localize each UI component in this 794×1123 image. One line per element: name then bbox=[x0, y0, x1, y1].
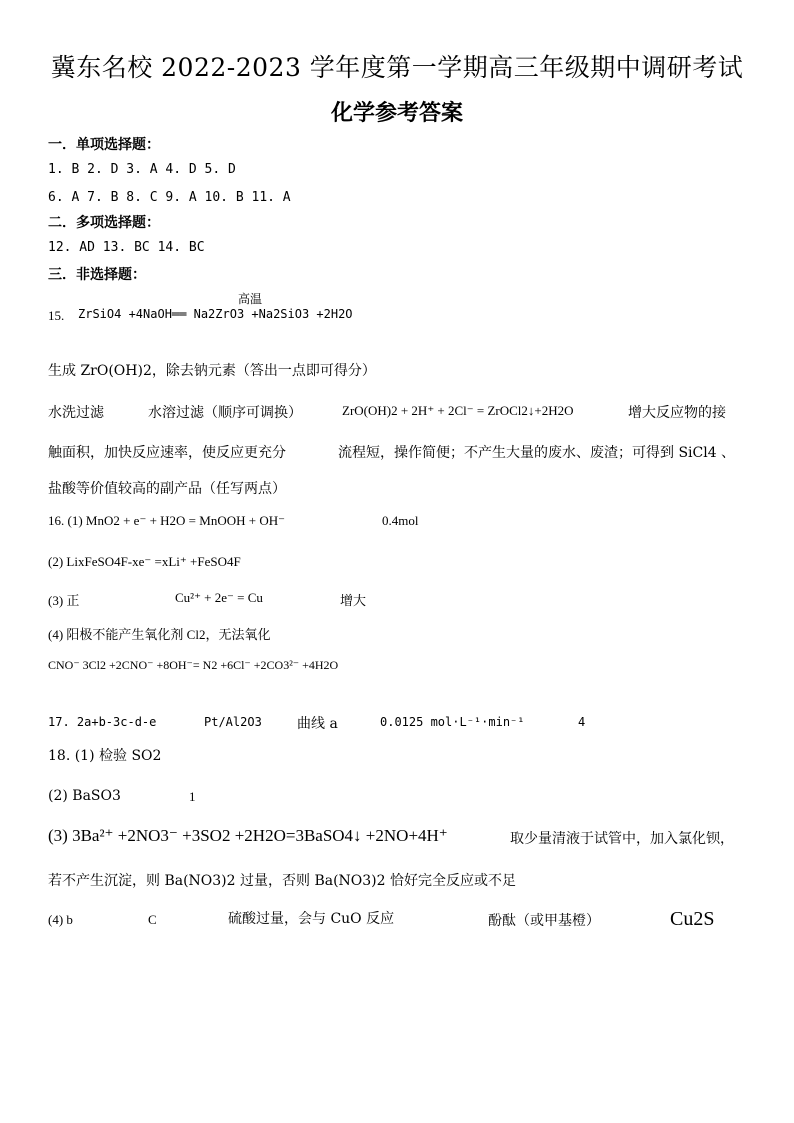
q15-condition: 高温 bbox=[238, 292, 263, 306]
q16-part-3c: 增大 bbox=[340, 593, 367, 608]
section-multi-choice: 二．多项选择题： bbox=[48, 215, 160, 231]
q18-part-3c: 若不产生沉淀，则 Ba(NO3)2 过量，否则 Ba(NO3)2 恰好完全反应或不足 bbox=[48, 873, 517, 889]
q15-equation: ZrSiO4 +4NaOH══ Na2ZrO3 +Na2SiO3 +2H2O bbox=[78, 307, 353, 321]
q18-part-3b: 取少量清液于试管中，加入氯化钡， bbox=[510, 831, 734, 847]
q17-c: 曲线 a bbox=[297, 716, 338, 732]
multi-answers-row-1: 12. AD 13. BC 14. BC bbox=[48, 240, 205, 255]
page-subtitle: 化学参考答案 bbox=[330, 100, 463, 126]
q15-line-3a: 水洗过滤 bbox=[48, 405, 104, 421]
section-non-choice: 三．非选择题： bbox=[48, 267, 146, 283]
page-title: 冀东名校 2022-2023 学年度第一学期高三年级期中调研考试 bbox=[50, 53, 744, 82]
q17-a: 17. 2a+b-3c-d-e bbox=[48, 715, 157, 729]
q17-b: Pt/Al2O3 bbox=[204, 715, 262, 729]
q16-part-3b: Cu²⁺ + 2e⁻ = Cu bbox=[175, 590, 263, 605]
q18-part-4c: 硫酸过量，会与 CuO 反应 bbox=[228, 911, 395, 927]
q16-part-4: (4) 阳极不能产生氧化剂 Cl2，无法氧化 bbox=[48, 627, 271, 642]
q18-part-4a: (4) b bbox=[48, 912, 73, 927]
q15-line-3d: 增大反应物的接 bbox=[628, 405, 726, 421]
q15-line-4b: 流程短，操作简便；不产生大量的废水、废渣；可得到 SiCl4 、 bbox=[338, 445, 736, 461]
q16-part-2: (2) LixFeSO4F-xe⁻ =xLi⁺ +FeSO4F bbox=[48, 554, 241, 569]
q15-number: 15. bbox=[48, 308, 65, 323]
q17-e: 4 bbox=[578, 715, 586, 729]
q15-equation-wrap bbox=[78, 292, 353, 322]
q16-part-1-answer: 0.4mol bbox=[382, 513, 419, 528]
q15-line-3b: 水溶过滤（顺序可调换） bbox=[148, 405, 302, 421]
q18-part-4b: C bbox=[148, 912, 157, 927]
q18-part-3a: (3) 3Ba²⁺ +2NO3⁻ +3SO2 +2H2O=3BaSO4↓ +2NO+4H⁺ bbox=[48, 826, 448, 845]
q15-line-3c: ZrO(OH)2 + 2H⁺ + 2Cl⁻ = ZrOCl2↓+2H2O bbox=[342, 403, 574, 418]
q18-part-1: 18. (1) 检验 SO2 bbox=[48, 748, 162, 764]
q18-part-2a: (2) BaSO3 bbox=[48, 788, 121, 804]
q16-part-1: 16. (1) MnO2 + e⁻ + H2O = MnOOH + OH⁻ bbox=[48, 513, 285, 528]
q18-part-2b: 1 bbox=[189, 789, 196, 804]
q15-line-2: 生成 ZrO(OH)2，除去钠元素（答出一点即可得分） bbox=[48, 363, 376, 379]
q18-part-4d: 酚酞（或甲基橙） bbox=[488, 913, 600, 929]
q16-part-3a: (3) 正 bbox=[48, 593, 80, 608]
single-answers-row-1: 1. B 2. D 3. A 4. D 5. D bbox=[48, 162, 236, 177]
q15-line-4a: 触面积，加快反应速率，使反应更充分 bbox=[48, 445, 286, 461]
q18-part-4e: Cu2S bbox=[670, 908, 715, 930]
q17-d: 0.0125 mol·L⁻¹·min⁻¹ bbox=[380, 715, 525, 729]
section-single-choice: 一．单项选择题： bbox=[48, 137, 160, 153]
q15-line-5: 盐酸等价值较高的副产品（任写两点） bbox=[48, 481, 286, 497]
single-answers-row-2: 6. A 7. B 8. C 9. A 10. B 11. A bbox=[48, 190, 291, 205]
q16-part-4b: CNO⁻ 3Cl2 +2CNO⁻ +8OH⁻= N2 +6Cl⁻ +2CO3²⁻ +4H2O bbox=[48, 658, 339, 672]
